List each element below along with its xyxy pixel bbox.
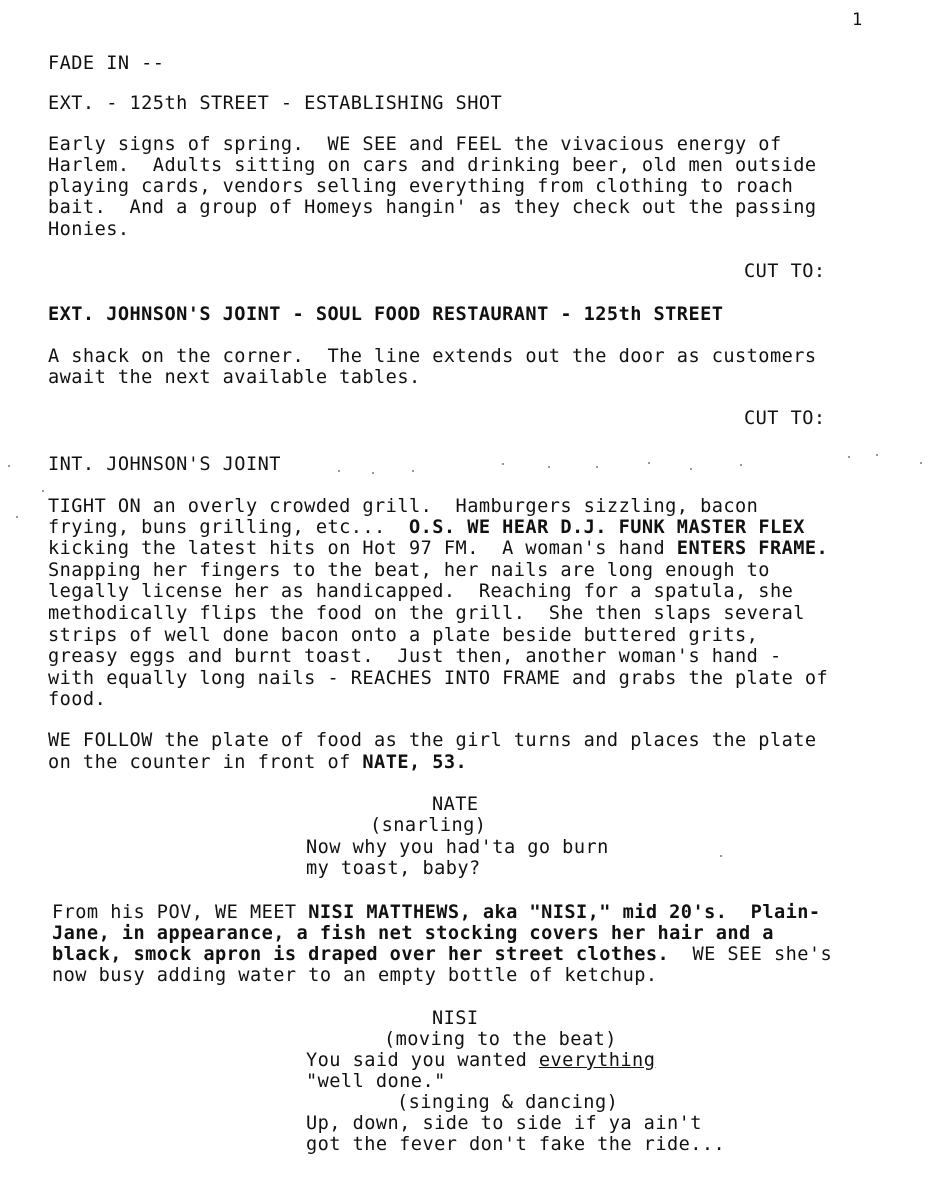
speck (848, 456, 850, 458)
speck (8, 465, 10, 467)
action-line: now busy adding water to an empty bottle of ketchup. (52, 965, 658, 986)
action-line: methodically flips the food on the grill. She then slaps several (48, 603, 805, 624)
action-line: Harlem. Adults sitting on cars and drinking beer, old men outside (48, 155, 817, 176)
speck (412, 470, 414, 472)
speck (920, 462, 922, 464)
action-line: WE FOLLOW the plate of food as the girl turns and places the plate (48, 730, 817, 751)
action-line: playing cards, vendors selling everything from clothing to roach (48, 176, 794, 197)
parenthetical: (snarling) (370, 815, 487, 836)
speck (42, 490, 44, 492)
action-line: Jane, in appearance, a fish net stocking covers her hair and a (52, 923, 774, 944)
dialogue-line: Now why you had'ta go burn (306, 837, 609, 858)
speck (338, 470, 340, 472)
action-line: A shack on the corner. The line extends out the door as customers (48, 346, 817, 367)
action-line: frying, buns grilling, etc... O.S. WE HEAR D.J. FUNK MASTER FLEX (48, 517, 805, 538)
action-line: kicking the latest hits on Hot 97 FM. A woman's hand ENTERS FRAME. (48, 538, 829, 559)
speck (876, 454, 878, 456)
speck (548, 466, 550, 468)
action-line: legally license her as handicapped. Reaching for a spatula, she (48, 581, 794, 602)
action-line: greasy eggs and burnt toast. Just then, another woman's hand - (48, 646, 782, 667)
action-line: strips of well done bacon onto a plate beside buttered grits, (48, 625, 759, 646)
underlined-word: everything (538, 1050, 656, 1071)
speck (16, 516, 18, 518)
dialogue-line: Up, down, side to side if ya ain't (306, 1113, 702, 1134)
parenthetical: (moving to the beat) (384, 1029, 617, 1050)
speck (596, 466, 598, 468)
dialogue-line: got the fever don't fake the ride... (306, 1134, 726, 1155)
character-name: NISI (432, 1008, 479, 1029)
dialogue-line: You said you wanted everything (306, 1050, 656, 1071)
speck (740, 464, 742, 466)
parenthetical: (singing & dancing) (397, 1092, 619, 1113)
dialogue-line: "well done." (306, 1071, 446, 1092)
scene-heading-2: EXT. JOHNSON'S JOINT - SOUL FOOD RESTAURANT - 125th STREET (48, 304, 724, 325)
action-line: Honies. (48, 219, 130, 240)
scene-heading-3: INT. JOHNSON'S JOINT (48, 454, 281, 475)
scene-heading-1: EXT. - 125th STREET - ESTABLISHING SHOT (48, 93, 503, 114)
speck (372, 472, 374, 474)
action-line: black, smock apron is draped over her street clothes. WE SEE she's (52, 944, 833, 965)
fade-in: FADE IN -- (48, 53, 165, 74)
speck (648, 462, 650, 464)
action-line: food. (48, 689, 107, 710)
action-line: await the next available tables. (48, 367, 421, 388)
transition-cut-to-1: CUT TO: (744, 261, 826, 282)
speck (690, 468, 692, 470)
action-line: with equally long nails - REACHES INTO FRAME and grabs the plate of (48, 668, 829, 689)
action-line: From his POV, WE MEET NISI MATTHEWS, aka "NISI," mid 20's. Plain- (52, 902, 821, 923)
speck (720, 855, 722, 857)
action-line: TIGHT ON an overly crowded grill. Hamburgers sizzling, bacon (48, 496, 759, 517)
speck (502, 463, 504, 465)
dialogue-line: my toast, baby? (306, 858, 481, 879)
action-line: bait. And a group of Homeys hangin' as they check out the passing (48, 197, 817, 218)
transition-cut-to-2: CUT TO: (744, 408, 826, 429)
action-line: Early signs of spring. WE SEE and FEEL the vivacious energy of (48, 134, 782, 155)
action-line: on the counter in front of NATE, 53. (48, 752, 468, 773)
character-name: NATE (432, 794, 479, 815)
page-number: 1 (852, 10, 863, 30)
action-line: Snapping her fingers to the beat, her nails are long enough to (48, 560, 770, 581)
